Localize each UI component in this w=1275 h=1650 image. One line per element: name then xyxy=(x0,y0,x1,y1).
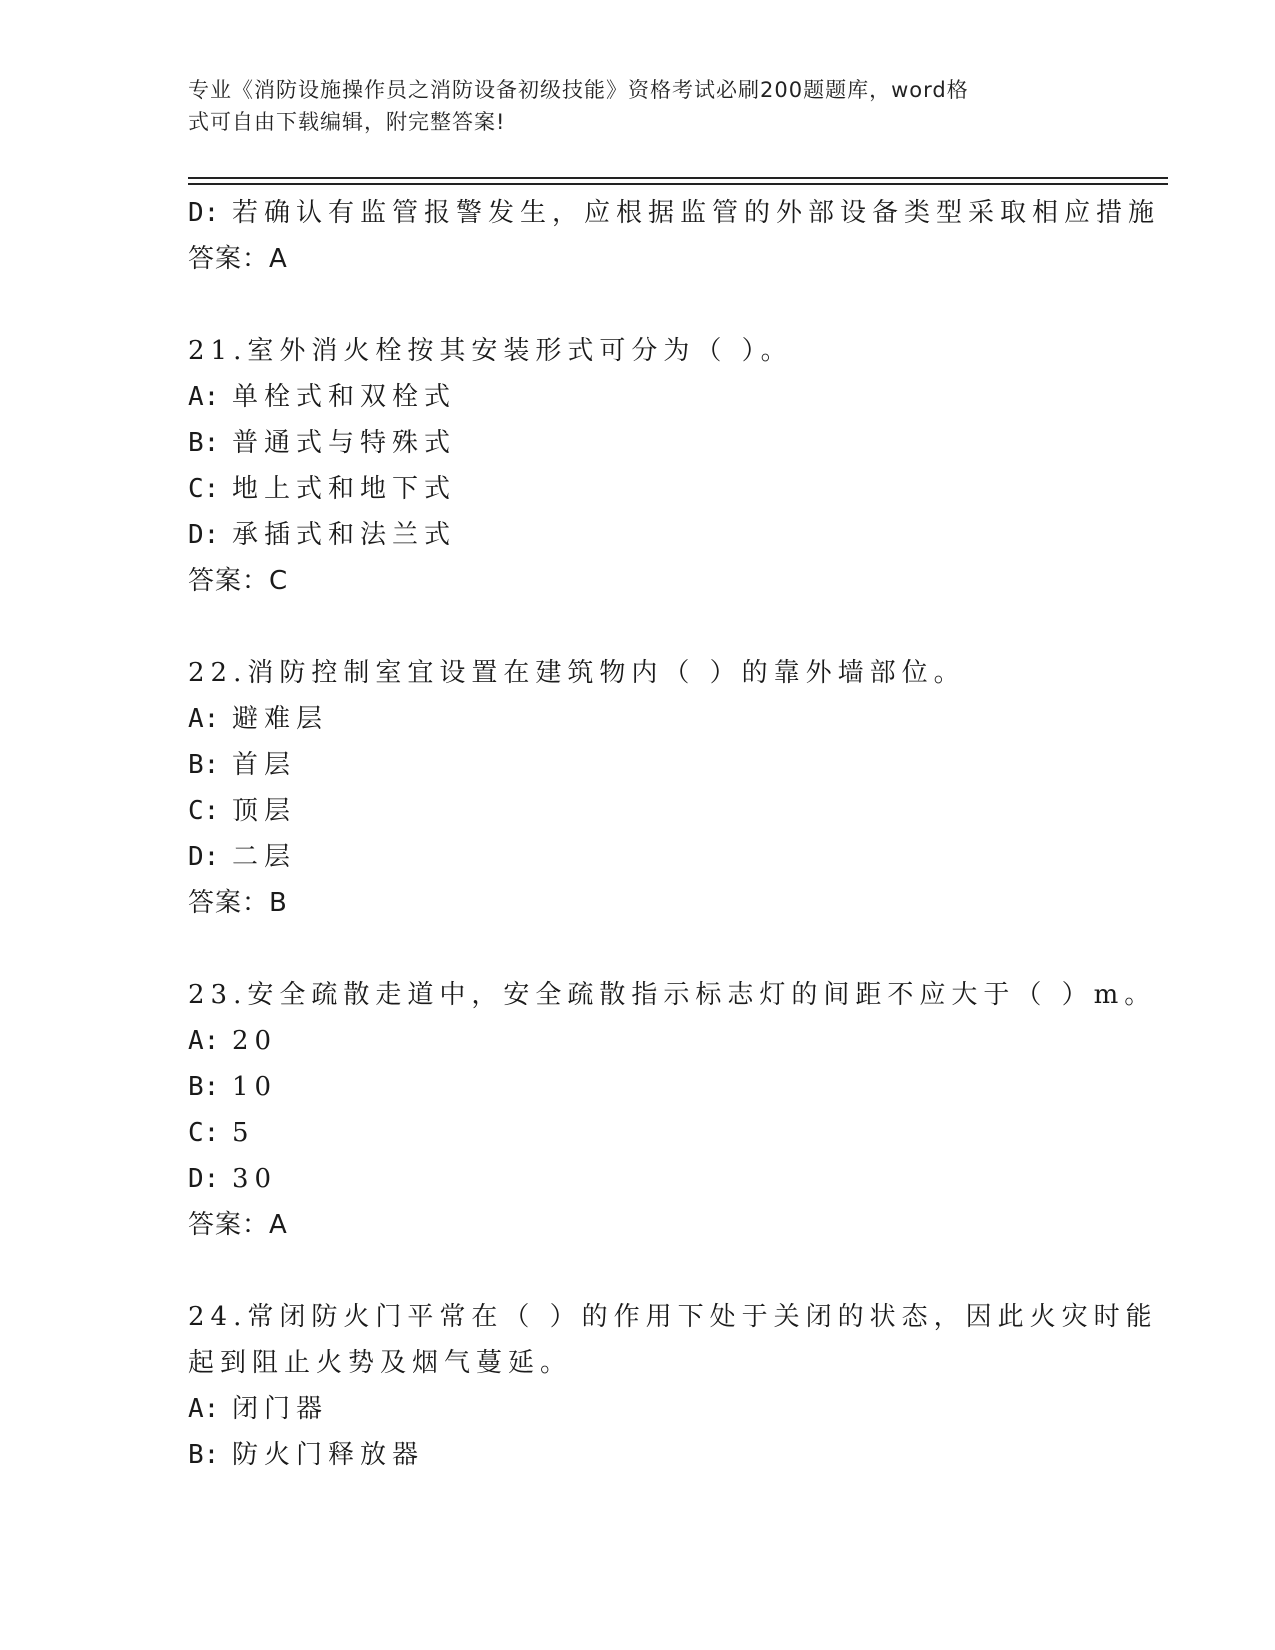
option-c: C: 5 xyxy=(188,1118,255,1148)
option-text: 地上式和地下式 xyxy=(232,474,457,504)
question-title-line-1: 24.常闭防火门平常在（ ）的作用下处于关闭的状态，因此火灾时能 xyxy=(188,1302,1158,1332)
option-text: 30 xyxy=(232,1164,278,1194)
header-divider-bottom xyxy=(188,183,1168,185)
spacer xyxy=(188,926,1088,972)
option-b: B: 10 xyxy=(188,1072,278,1102)
question-title-line-2: 起到阻止火势及烟气蔓延。 xyxy=(188,1348,573,1378)
spacer xyxy=(188,604,1088,650)
question-title: 22.消防控制室宜设置在建筑物内（ ）的靠外墙部位。 xyxy=(188,658,966,688)
option-d: D: 30 xyxy=(188,1164,278,1194)
option-a: A: 闭门器 xyxy=(188,1394,329,1424)
option-a: A: 避难层 xyxy=(188,704,329,734)
option-a: A: 20 xyxy=(188,1026,278,1056)
option-a: A: 单栓式和双栓式 xyxy=(188,382,457,412)
option-c: C: 地上式和地下式 xyxy=(188,474,457,504)
option-text: 单栓式和双栓式 xyxy=(232,382,457,412)
option-text: 普通式与特殊式 xyxy=(232,428,457,458)
answer: 答案：A xyxy=(188,1210,288,1240)
prev-answer: 答案：A xyxy=(188,244,288,274)
option-text: 5 xyxy=(232,1118,255,1148)
option-text: 防火门释放器 xyxy=(232,1440,425,1470)
option-text: 承插式和法兰式 xyxy=(232,520,457,550)
prev-option-d: D: 若确认有监管报警发生，应根据监管的外部设备类型采取相应措施 xyxy=(188,198,1161,228)
option-text: 首层 xyxy=(232,750,297,780)
option-b: B: 首层 xyxy=(188,750,297,780)
option-b: B: 普通式与特殊式 xyxy=(188,428,457,458)
header-line-1: 专业《消防设施操作员之消防设备初级技能》资格考试必刷200题题库，word格 xyxy=(188,78,969,102)
option-d: D: 承插式和法兰式 xyxy=(188,520,457,550)
option-text: 避难层 xyxy=(232,704,329,734)
header-line-2: 式可自由下载编辑，附完整答案! xyxy=(188,110,506,134)
answer: 答案：C xyxy=(188,566,289,596)
spacer xyxy=(188,1248,1088,1294)
option-text: 闭门器 xyxy=(232,1394,329,1424)
option-text: 20 xyxy=(232,1026,278,1056)
spacer xyxy=(188,282,1088,328)
option-text: 10 xyxy=(232,1072,278,1102)
option-text: 顶层 xyxy=(232,796,297,826)
answer: 答案：B xyxy=(188,888,288,918)
option-d: D: 二层 xyxy=(188,842,297,872)
header-divider-top xyxy=(188,177,1168,179)
document-header xyxy=(188,74,1088,138)
question-list xyxy=(188,190,1161,1478)
option-b: B: 防火门释放器 xyxy=(188,1440,425,1470)
option-text: 二层 xyxy=(232,842,297,872)
option-text: 若确认有监管报警发生，应根据监管的外部设备类型采取相应措施 xyxy=(232,198,1161,228)
option-c: C: 顶层 xyxy=(188,796,297,826)
question-title: 23.安全疏散走道中，安全疏散指示标志灯的间距不应大于（ ）m。 xyxy=(188,980,1157,1010)
question-title: 21.室外消火栓按其安装形式可分为（ ）。 xyxy=(188,336,793,366)
